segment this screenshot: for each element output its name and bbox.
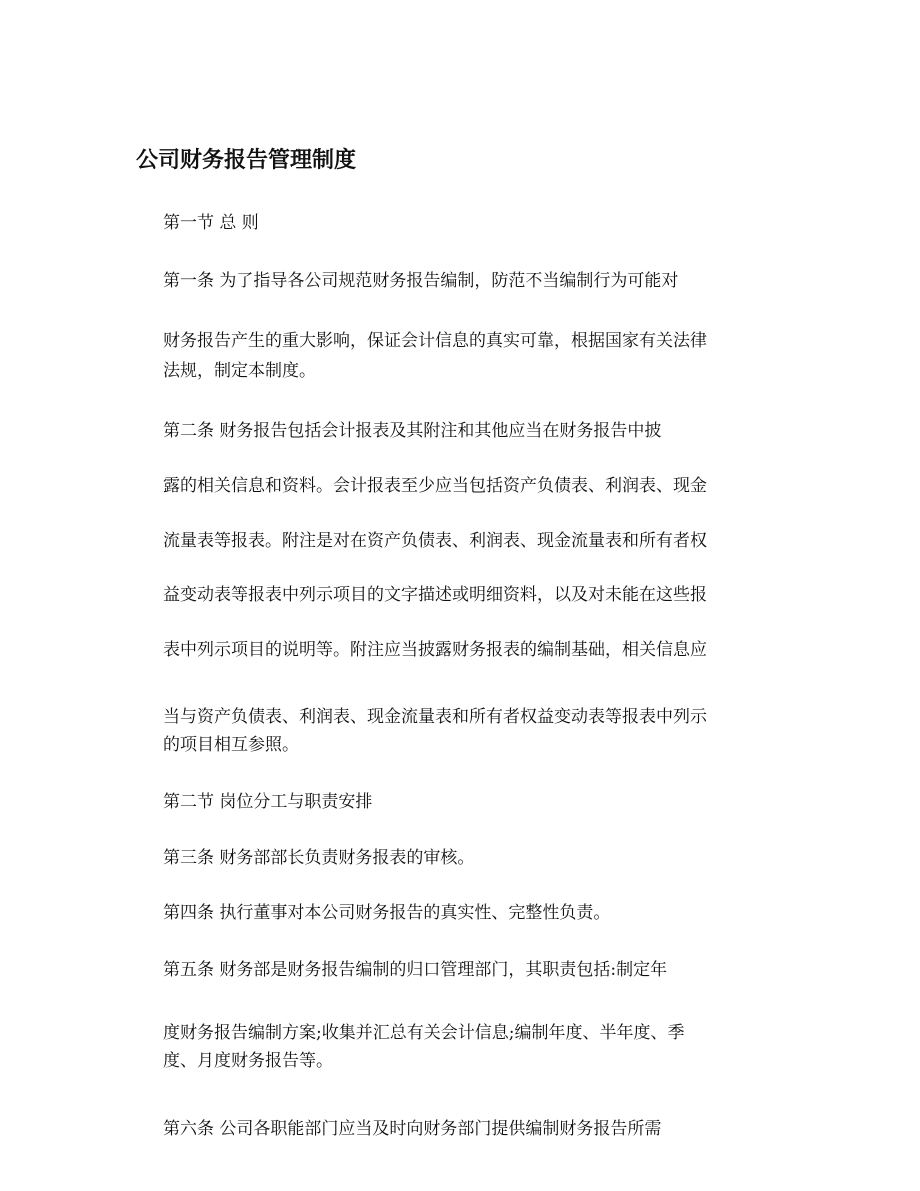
paragraph-line: 露的相关信息和资料。会计报表至少应当包括资产负债表、利润表、现金	[163, 476, 707, 496]
paragraph-line: 第二条 财务报告包括会计报表及其附注和其他应当在财务报告中披	[163, 421, 662, 441]
paragraph-line: 第五条 财务部是财务报告编制的归口管理部门，其职责包括:制定年	[163, 960, 668, 980]
paragraph-line: 第六条 公司各职能部门应当及时向财务部门提供编制财务报告所需	[163, 1119, 662, 1139]
paragraph-line: 第一条 为了指导各公司规范财务报告编制，防范不当编制行为可能对	[163, 271, 679, 291]
paragraph-line: 第三条 财务部部长负责财务报表的审核。	[163, 848, 475, 868]
section-heading: 第一节 总 则	[163, 213, 259, 233]
paragraph-line: 度、月度财务报告等。	[163, 1051, 333, 1071]
paragraph-line: 益变动表等报表中列示项目的文字描述或明细资料，以及对未能在这些报	[163, 585, 707, 605]
document-title: 公司财务报告管理制度	[136, 147, 357, 173]
paragraph-line: 的项目相互参照。	[163, 735, 299, 755]
section-heading: 第二节 岗位分工与职责安排	[163, 792, 373, 812]
paragraph-line: 度财务报告编制方案;收集并汇总有关会计信息;编制年度、半年度、季	[163, 1023, 685, 1043]
paragraph-line: 第四条 执行董事对本公司财务报告的真实性、完整性负责。	[163, 903, 611, 923]
paragraph-line: 流量表等报表。附注是对在资产负债表、利润表、现金流量表和所有者权	[163, 531, 707, 551]
paragraph-line: 财务报告产生的重大影响，保证会计信息的真实可靠，根据国家有关法律	[163, 331, 707, 351]
paragraph-line: 法规，制定本制度。	[163, 361, 316, 381]
paragraph-line: 表中列示项目的说明等。附注应当披露财务报表的编制基础，相关信息应	[163, 640, 707, 660]
paragraph-line: 当与资产负债表、利润表、现金流量表和所有者权益变动表等报表中列示	[163, 707, 707, 727]
